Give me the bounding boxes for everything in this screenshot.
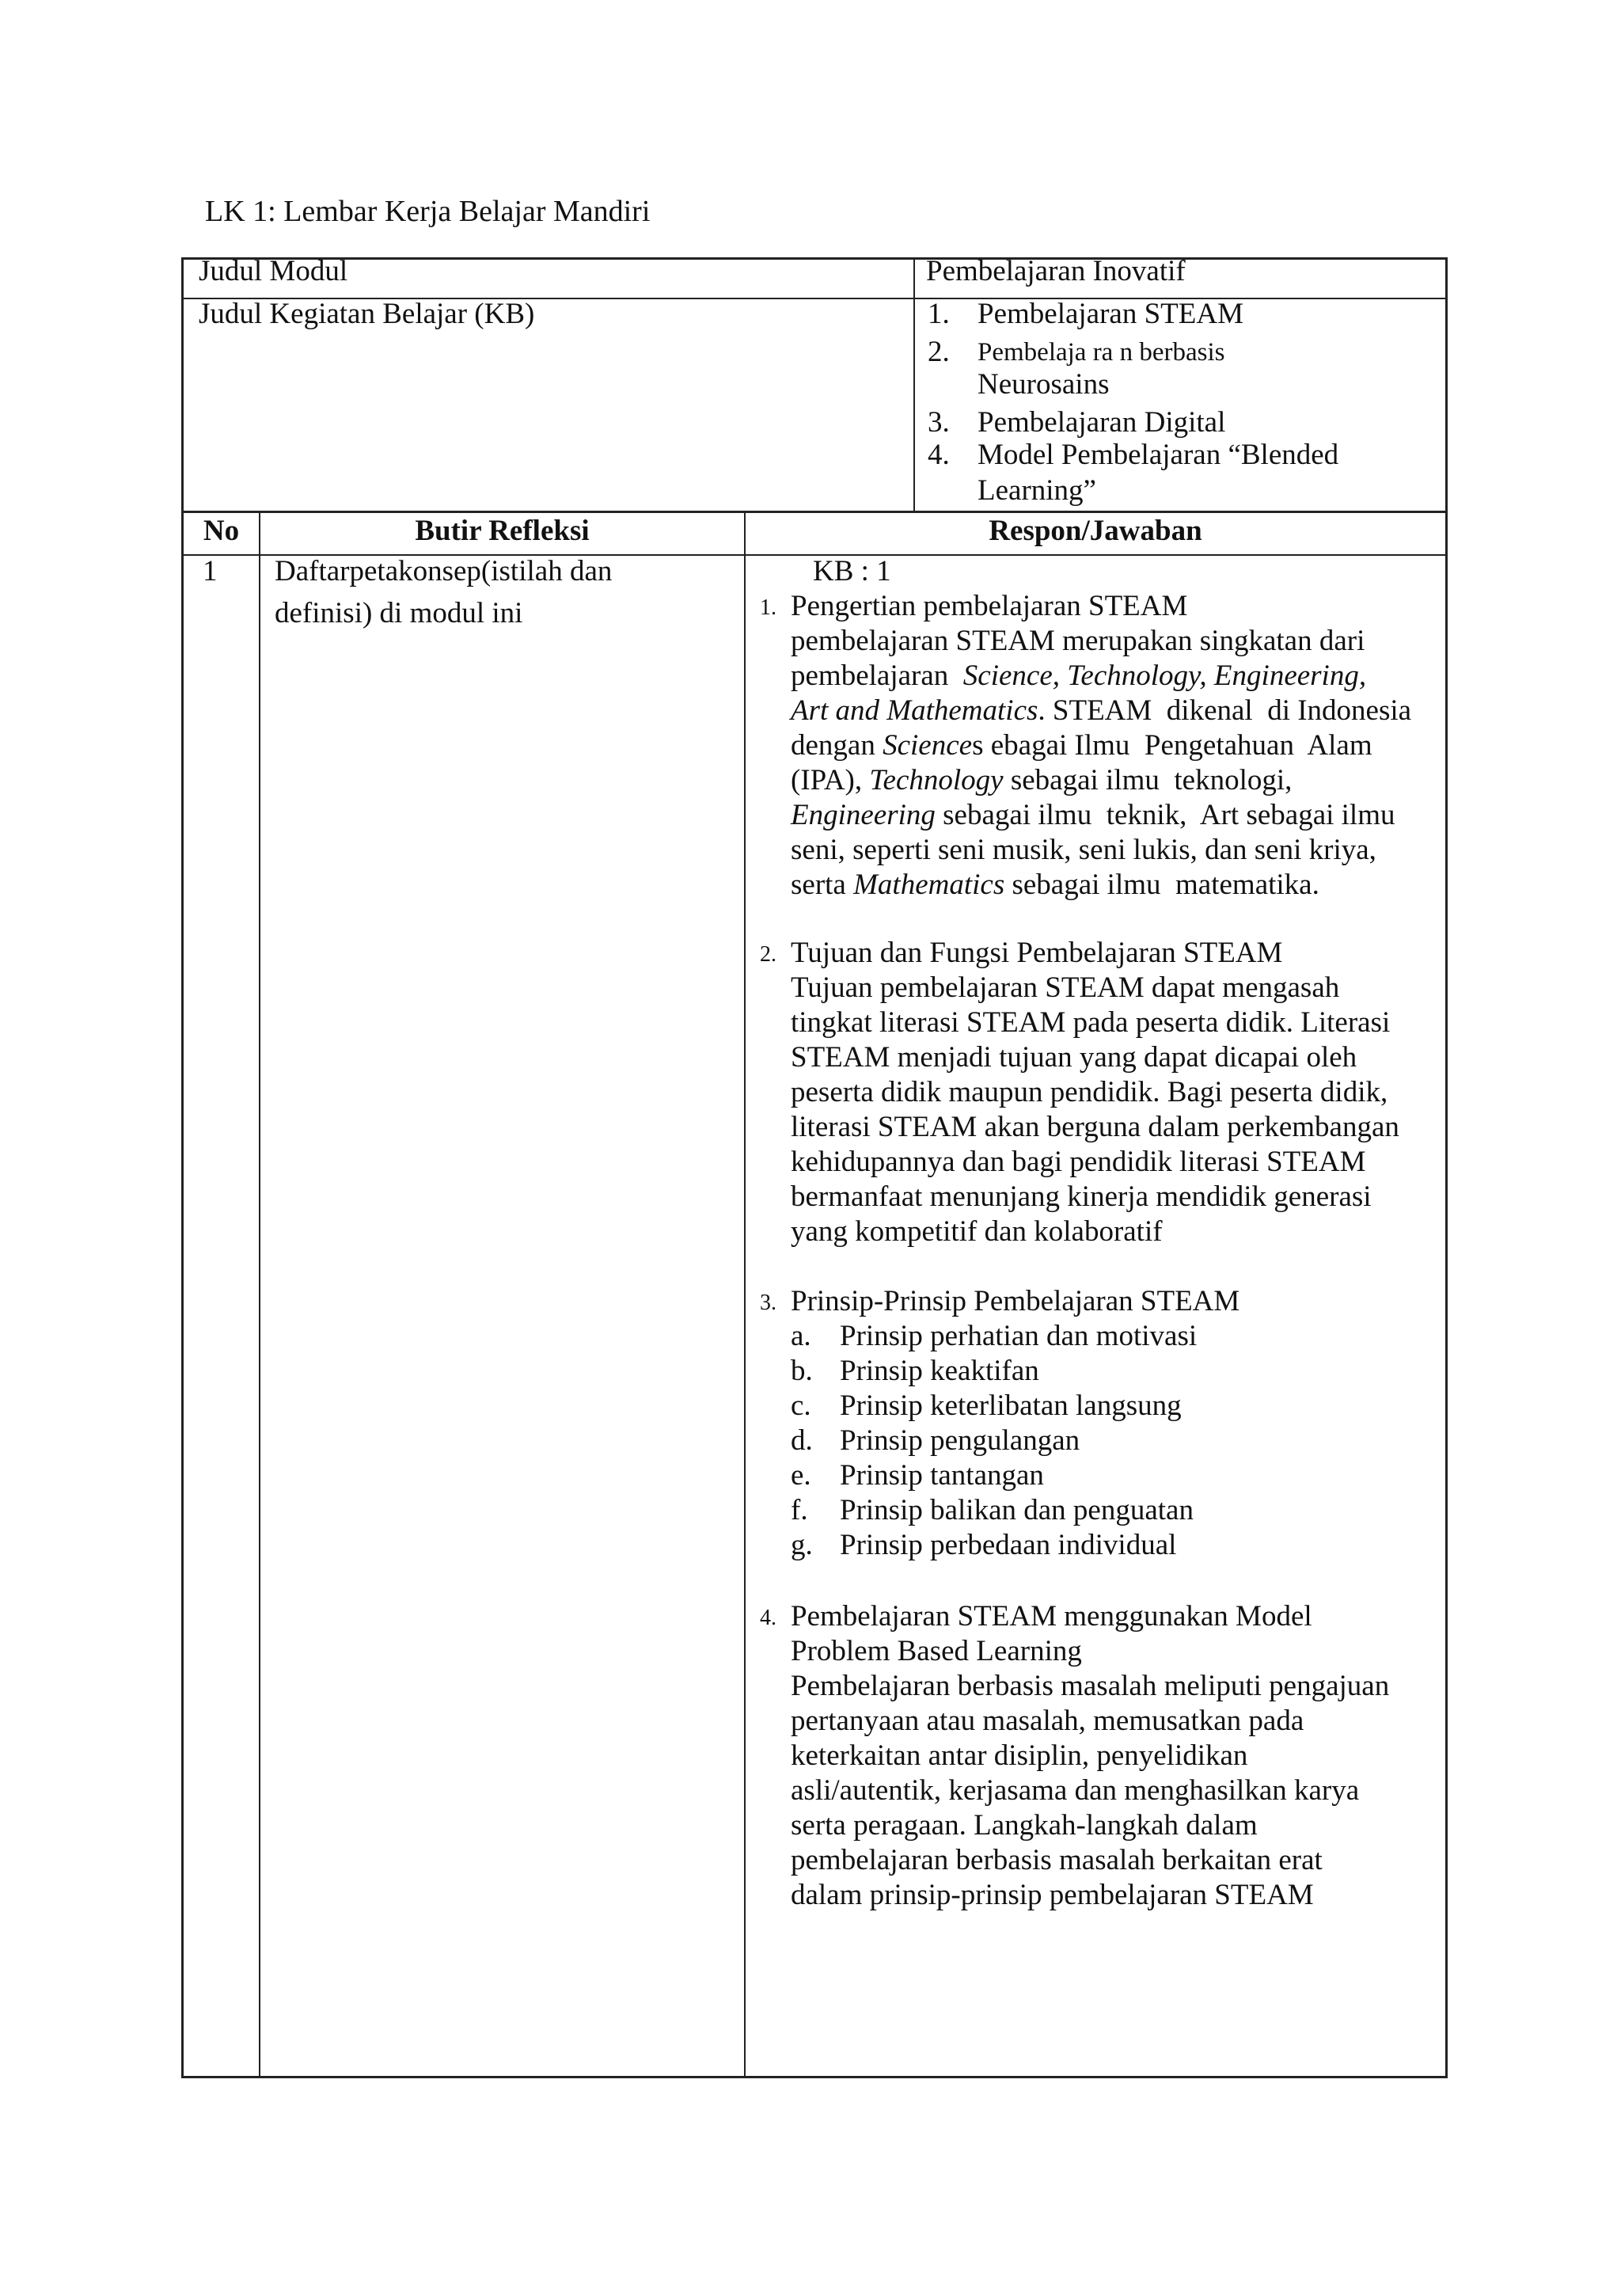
body-line: asli/autentik, kerjasama dan menghasilkan karya [791, 1774, 1360, 1807]
body-line: Tujuan pembelajaran STEAM dapat mengasah [791, 971, 1340, 1004]
body-line: Engineering sebagai ilmu teknik, Art sebagai ilmu [791, 799, 1395, 831]
body-line: yang kompetitif dan kolaboratif [791, 1215, 1163, 1248]
section-number: 4. [760, 1606, 776, 1630]
judul-modul-value: Pembelajaran Inovatif [926, 255, 1186, 287]
item-letter: b. [791, 1355, 813, 1387]
section-number: 3. [760, 1291, 776, 1315]
body-line: dalam prinsip-prinsip pembelajaran STEAM [791, 1879, 1314, 1911]
body-line: tingkat literasi STEAM pada peserta didik. Literasi [791, 1006, 1391, 1039]
body-line: kehidupannya dan bagi pendidik literasi STEAM [791, 1146, 1366, 1178]
item-letter: a. [791, 1320, 811, 1352]
kb-list-item-continued: Learning” [978, 474, 1096, 507]
body-line: pembelajaran berbasis masalah berkaitan erat [791, 1844, 1323, 1876]
section-heading: Pembelajaran STEAM menggunakan Model [791, 1600, 1312, 1633]
body-line: seni, seperti seni musik, seni lukis, dan seni kriya, [791, 834, 1376, 866]
body-line: bermanfaat menunjang kinerja mendidik generasi [791, 1180, 1372, 1213]
item-text: Prinsip perhatian dan motivasi [840, 1320, 1198, 1352]
section-body [791, 624, 1411, 903]
judul-kb-label: Judul Kegiatan Belajar (KB) [199, 298, 535, 330]
item-text: Prinsip pengulangan [840, 1424, 1080, 1457]
item-letter: c. [791, 1389, 811, 1422]
section-heading: Pengertian pembelajaran STEAM [791, 590, 1188, 622]
body-line: peserta didik maupun pendidik. Bagi peserta didik, [791, 1076, 1388, 1108]
item-text: Prinsip keaktifan [840, 1355, 1039, 1387]
body-line: pembelajaran Science, Technology, Engineering, [791, 660, 1367, 692]
butir-refleksi-text: definisi) di modul ini [275, 597, 523, 629]
item-text: Prinsip keterlibatan langsung [840, 1389, 1182, 1422]
body-line: serta peragaan. Langkah-langkah dalam [791, 1809, 1258, 1842]
body-line: serta Mathematics sebagai ilmu matematika. [791, 869, 1319, 901]
item-text: Prinsip tantangan [840, 1459, 1044, 1492]
body-line: (IPA), Technology sebagai ilmu teknologi, [791, 764, 1293, 796]
section-body [791, 1634, 1389, 1913]
judul-modul-label: Judul Modul [199, 255, 348, 287]
header-respon-jawaban: Respon/Jawaban [989, 515, 1202, 547]
section-heading: Tujuan dan Fungsi Pembelajaran STEAM [791, 937, 1283, 969]
body-line: pembelajaran STEAM merupakan singkatan dari [791, 625, 1365, 657]
kb-list-item: Pembelajaran Digital [978, 406, 1226, 439]
butir-refleksi-text: Daftarpetakonsep(istilah dan [275, 555, 613, 587]
body-line: keterkaitan antar disiplin, penyelidikan [791, 1739, 1248, 1772]
body-line: literasi STEAM akan berguna dalam perkembangan [791, 1111, 1399, 1143]
row-number: 1 [203, 555, 218, 587]
item-text: Prinsip perbedaan individual [840, 1529, 1177, 1561]
body-line: Pembelajaran berbasis masalah meliputi pengajuan [791, 1670, 1390, 1702]
kb-list-number: 1. [928, 298, 950, 330]
kb-list-number: 4. [928, 439, 950, 471]
item-letter: g. [791, 1529, 813, 1561]
kb-list-number: 2. [928, 336, 950, 368]
kb-label: KB : 1 [813, 555, 891, 587]
item-letter: f. [791, 1494, 808, 1526]
kb-list-item: Pembelaja ra n berbasis [978, 338, 1225, 367]
kb-list-item: Model Pembelajaran “Blended [978, 439, 1339, 471]
section-number: 1. [760, 595, 776, 620]
kb-list-item-continued: Neurosains [978, 368, 1110, 401]
section-number: 2. [760, 942, 776, 967]
body-line: STEAM menjadi tujuan yang dapat dicapai oleh [791, 1041, 1357, 1074]
body-line: dengan Sciences ebagai Ilmu Pengetahuan Alam [791, 729, 1372, 762]
item-text: Prinsip balikan dan penguatan [840, 1494, 1194, 1526]
body-line: Problem Based Learning [791, 1635, 1082, 1667]
kb-list-item: Pembelajaran STEAM [978, 298, 1243, 330]
body-line: Art and Mathematics. STEAM dikenal di Indonesia [791, 694, 1412, 727]
item-letter: e. [791, 1459, 811, 1492]
page-title: LK 1: Lembar Kerja Belajar Mandiri [205, 195, 651, 228]
section-body [791, 971, 1399, 1249]
item-letter: d. [791, 1424, 813, 1457]
header-no: No [203, 515, 240, 547]
section-heading: Prinsip-Prinsip Pembelajaran STEAM [791, 1285, 1240, 1317]
kb-list-number: 3. [928, 406, 950, 439]
header-butir-refleksi: Butir Refleksi [415, 515, 590, 547]
body-line: pertanyaan atau masalah, memusatkan pada [791, 1705, 1304, 1737]
